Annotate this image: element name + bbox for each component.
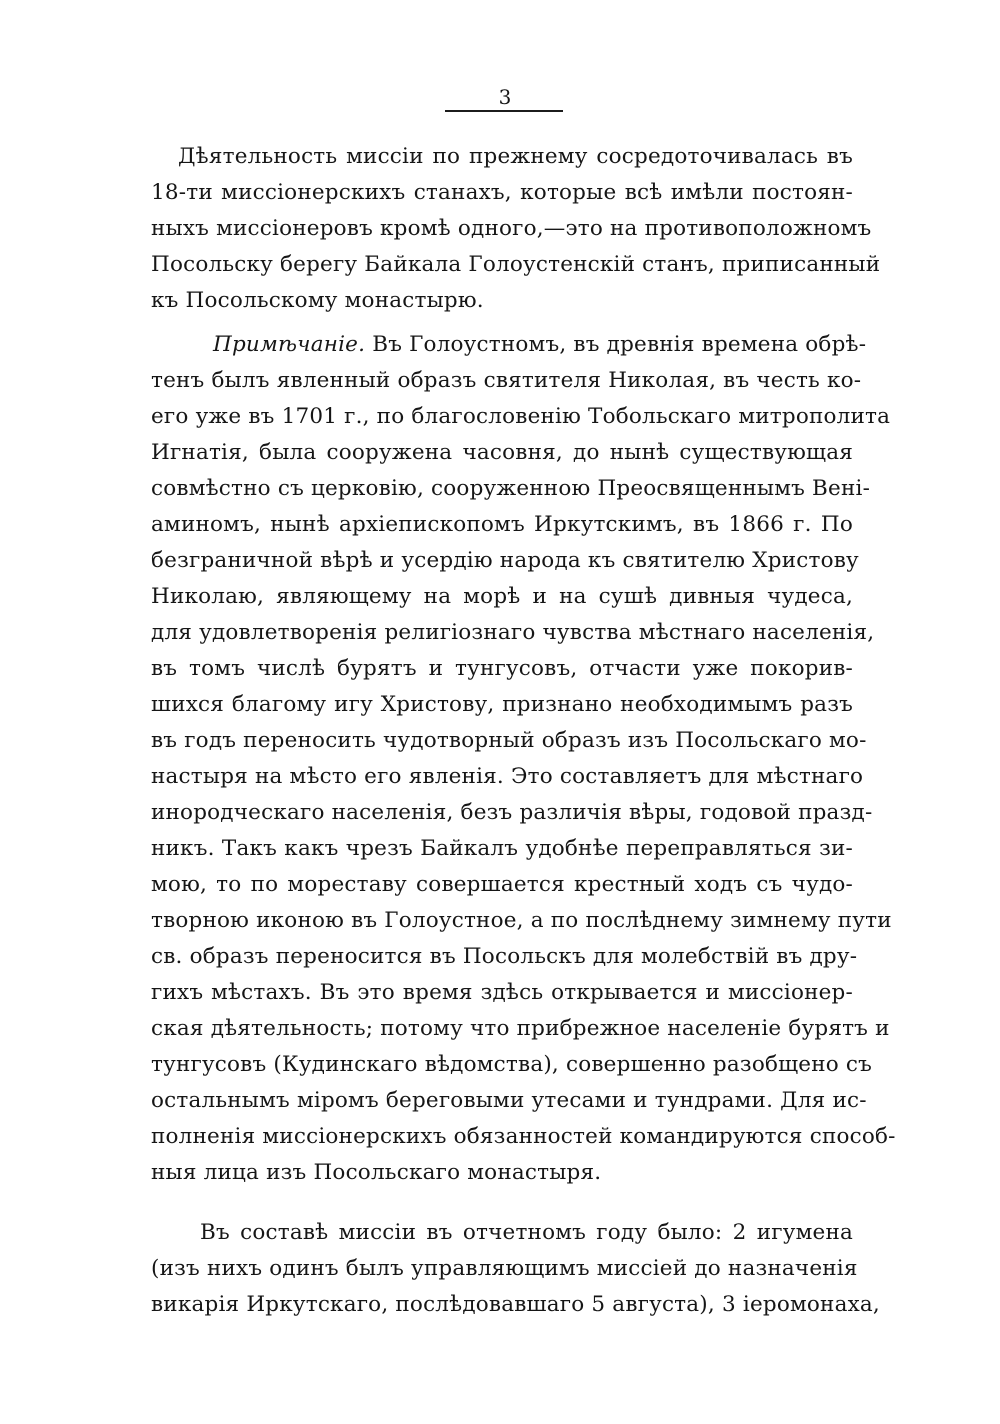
page-number: 3	[498, 85, 512, 109]
paragraph-1-line-4: Посольску берегу Байкала Голоустенскій станъ, приписанный	[151, 252, 881, 277]
note-line-9: для удовлетворенія религіознаго чувства мѣстнаго населенія,	[151, 620, 875, 645]
page-number-rule	[445, 110, 563, 112]
note-line-21: тунгусовъ (Кудинскаго вѣдомства), совершенно разобщено съ	[151, 1052, 873, 1077]
note-line-1-text: Въ Голоустномъ, въ древнія времена обрѣ-	[365, 332, 867, 357]
paragraph-3-line-3: викарія Иркутскаго, послѣдовавшаго 5 августа), 3 іеромонаха,	[151, 1292, 880, 1317]
note-line-17: творною иконою въ Голоустное, а по послѣднему зимнему пути	[151, 908, 892, 933]
note-line-18: св. образъ переносится въ Посольскъ для молебствій въ дру-	[151, 944, 858, 969]
note-label: Примѣчаніе.	[213, 332, 366, 357]
paragraph-1-line-1: Дѣятельность миссіи по прежнему сосредоточивалась въ	[178, 144, 853, 169]
paragraph-1-line-3: ныхъ миссіонеровъ кромѣ одного,—это на противоположномъ	[151, 216, 872, 241]
note-line-11: шихся благому игу Христову, признано необходимымъ разъ	[151, 692, 853, 717]
paragraph-3-line-2: (изъ нихъ одинъ былъ управляющимъ миссіей до назначенія	[151, 1256, 858, 1281]
note-line-23: полненія миссіонерскихъ обязанностей командируются способ-	[151, 1124, 896, 1149]
note-line-10: въ томъ числѣ бурятъ и тунгусовъ, отчасти уже покорив-	[151, 656, 853, 681]
note-line-8: Николаю, являющему на морѣ и на сушѣ дивныя чудеса,	[151, 584, 853, 609]
note-line-13: настыря на мѣсто его явленія. Это составляетъ для мѣстнаго	[151, 764, 864, 789]
note-line-2: тенъ былъ явленный образъ святителя Николая, въ честь ко-	[151, 368, 862, 393]
note-line-12: въ годъ переносить чудотворный образъ изъ Посольскаго мо-	[151, 728, 867, 753]
note-line-19: гихъ мѣстахъ. Въ это время здѣсь открывается и миссіонер-	[151, 980, 853, 1005]
note-line-20: ская дѣятельность; потому что прибрежное населеніе бурятъ и	[151, 1016, 890, 1041]
note-line-24: ныя лица изъ Посольскаго монастыря.	[151, 1160, 602, 1185]
note-line-5: совмѣстно съ церковію, сооруженною Преосвященнымъ Вені-	[151, 476, 871, 501]
note-line-15: никъ. Такъ какъ чрезъ Байкалъ удобнѣе переправляться зи-	[151, 836, 853, 861]
note-line-7: безграничной вѣрѣ и усердію народа къ святителю Христову	[151, 548, 859, 573]
note-first-line	[213, 327, 867, 363]
note-line-22: остальнымъ міромъ береговыми утесами и тундрами. Для ис-	[151, 1088, 867, 1113]
note-line-6: аминомъ, нынѣ архіепископомъ Иркутскимъ, въ 1866 г. По	[151, 512, 853, 537]
note-line-3: его уже въ 1701 г., по благословенію Тобольскаго митрополита	[151, 404, 891, 429]
paragraph-3-line-1: Въ составѣ миссіи въ отчетномъ году было: 2 игумена	[200, 1220, 853, 1245]
paragraph-1-line-2: 18-ти миссіонерскихъ станахъ, которые всѣ имѣли постоян-	[151, 180, 853, 205]
note-line-4: Игнатія, была сооружена часовня, до нынѣ существующая	[151, 440, 853, 465]
paragraph-1-line-5: къ Посольскому монастырю.	[151, 288, 484, 313]
note-line-16: мою, то по мореставу совершается крестный ходъ съ чудо-	[151, 872, 853, 897]
note-line-14: инородческаго населенія, безъ различія вѣры, годовой празд-	[151, 800, 873, 825]
